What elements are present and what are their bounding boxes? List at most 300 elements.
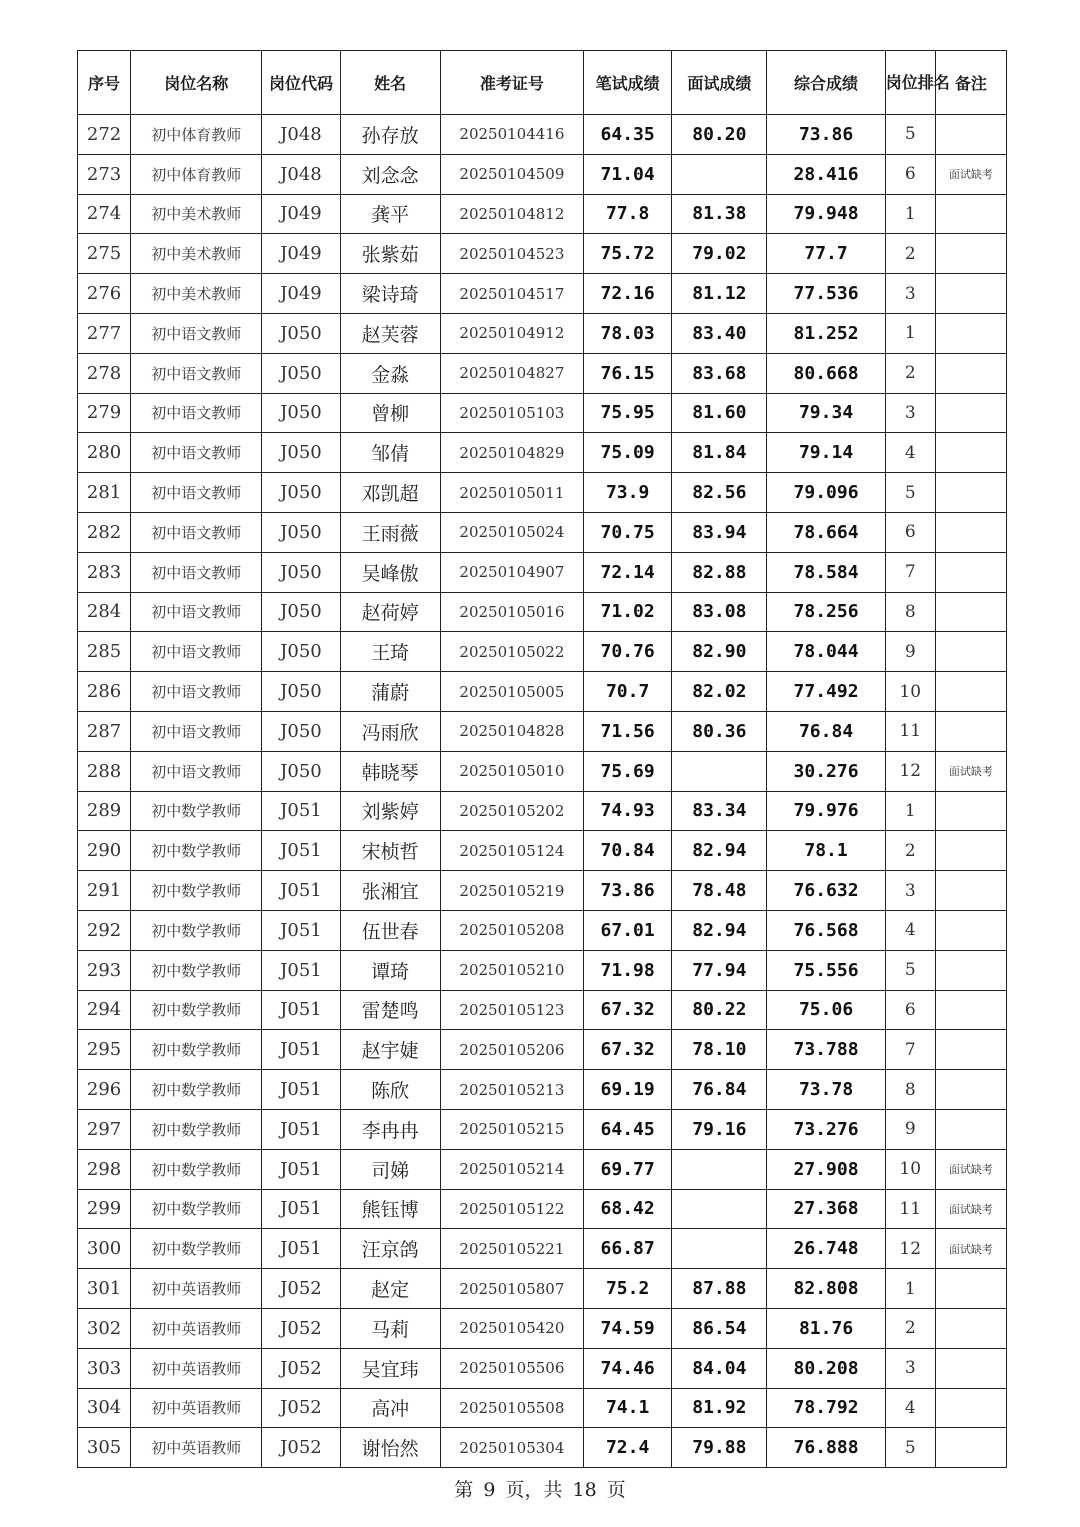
cell-name: 张紫茹 <box>340 234 440 274</box>
cell-note <box>935 950 1006 990</box>
cell-total: 80.668 <box>767 353 885 393</box>
table-row <box>78 990 1007 1030</box>
cell-position: 初中数学教师 <box>131 791 262 831</box>
cell-interview: 79.02 <box>672 234 767 274</box>
cell-written: 78.03 <box>584 313 672 353</box>
cell-written: 75.95 <box>584 393 672 433</box>
cell-total: 27.908 <box>767 1149 885 1189</box>
cell-note <box>935 871 1006 911</box>
cell-no: 279 <box>78 393 131 433</box>
cell-rank: 1 <box>885 1269 935 1309</box>
cell-total: 79.14 <box>767 433 885 473</box>
cell-exam-id: 20250104827 <box>440 353 583 393</box>
cell-total: 73.86 <box>767 115 885 155</box>
cell-exam-id: 20250105508 <box>440 1388 583 1428</box>
cell-interview <box>672 1229 767 1269</box>
cell-exam-id: 20250105016 <box>440 592 583 632</box>
cell-interview: 82.94 <box>672 910 767 950</box>
cell-position: 初中语文教师 <box>131 473 262 513</box>
cell-written: 76.15 <box>584 353 672 393</box>
cell-exam-id: 20250104828 <box>440 711 583 751</box>
table-row <box>78 1428 1007 1468</box>
cell-no: 273 <box>78 154 131 194</box>
cell-note <box>935 1030 1006 1070</box>
cell-rank: 3 <box>885 393 935 433</box>
cell-no: 303 <box>78 1348 131 1388</box>
cell-no: 299 <box>78 1189 131 1229</box>
cell-no: 288 <box>78 751 131 791</box>
cell-position: 初中英语教师 <box>131 1269 262 1309</box>
table-row <box>78 1189 1007 1229</box>
cell-note <box>935 234 1006 274</box>
cell-no: 283 <box>78 552 131 592</box>
cell-no: 287 <box>78 711 131 751</box>
cell-position: 初中数学教师 <box>131 990 262 1030</box>
cell-total: 73.788 <box>767 1030 885 1070</box>
cell-position: 初中数学教师 <box>131 910 262 950</box>
header-total: 综合成绩 <box>767 51 885 115</box>
cell-interview: 81.84 <box>672 433 767 473</box>
table-row <box>78 1308 1007 1348</box>
cell-rank: 5 <box>885 115 935 155</box>
cell-written: 67.32 <box>584 990 672 1030</box>
cell-exam-id: 20250105219 <box>440 871 583 911</box>
cell-note <box>935 831 1006 871</box>
header-exam-id: 准考证号 <box>440 51 583 115</box>
cell-written: 70.75 <box>584 512 672 552</box>
cell-total: 78.1 <box>767 831 885 871</box>
cell-written: 69.77 <box>584 1149 672 1189</box>
cell-code: J048 <box>262 154 340 194</box>
cell-exam-id: 20250105208 <box>440 910 583 950</box>
cell-interview: 80.20 <box>672 115 767 155</box>
cell-total: 80.208 <box>767 1348 885 1388</box>
cell-interview <box>672 154 767 194</box>
cell-code: J049 <box>262 234 340 274</box>
cell-note: 面试缺考 <box>935 1229 1006 1269</box>
cell-interview: 82.90 <box>672 632 767 672</box>
cell-code: J052 <box>262 1428 340 1468</box>
cell-interview: 77.94 <box>672 950 767 990</box>
cell-name: 蒲蔚 <box>340 672 440 712</box>
cell-written: 64.45 <box>584 1109 672 1149</box>
cell-name: 韩晓琴 <box>340 751 440 791</box>
cell-written: 74.93 <box>584 791 672 831</box>
cell-interview: 79.88 <box>672 1428 767 1468</box>
cell-name: 陈欣 <box>340 1070 440 1110</box>
cell-no: 272 <box>78 115 131 155</box>
cell-code: J050 <box>262 552 340 592</box>
cell-code: J052 <box>262 1388 340 1428</box>
table-row <box>78 194 1007 234</box>
cell-no: 286 <box>78 672 131 712</box>
cell-no: 290 <box>78 831 131 871</box>
cell-note <box>935 711 1006 751</box>
cell-no: 276 <box>78 274 131 314</box>
cell-total: 78.256 <box>767 592 885 632</box>
cell-exam-id: 20250104907 <box>440 552 583 592</box>
cell-name: 刘念念 <box>340 154 440 194</box>
cell-position: 初中语文教师 <box>131 632 262 672</box>
cell-rank: 3 <box>885 274 935 314</box>
table-row <box>78 1149 1007 1189</box>
cell-exam-id: 20250104523 <box>440 234 583 274</box>
cell-name: 雷楚鸣 <box>340 990 440 1030</box>
cell-note: 面试缺考 <box>935 1149 1006 1189</box>
cell-written: 66.87 <box>584 1229 672 1269</box>
cell-exam-id: 20250104912 <box>440 313 583 353</box>
header-no: 序号 <box>78 51 131 115</box>
cell-no: 298 <box>78 1149 131 1189</box>
cell-name: 梁诗琦 <box>340 274 440 314</box>
cell-note <box>935 1070 1006 1110</box>
cell-total: 82.808 <box>767 1269 885 1309</box>
cell-no: 275 <box>78 234 131 274</box>
cell-name: 张湘宜 <box>340 871 440 911</box>
cell-written: 73.86 <box>584 871 672 911</box>
table-row <box>78 353 1007 393</box>
cell-exam-id: 20250105506 <box>440 1348 583 1388</box>
cell-total: 76.568 <box>767 910 885 950</box>
cell-total: 78.664 <box>767 512 885 552</box>
page-footer: 第 9 页，共 18 页 <box>454 1479 626 1501</box>
cell-note <box>935 512 1006 552</box>
score-table <box>77 50 1007 1468</box>
cell-note <box>935 592 1006 632</box>
cell-rank: 2 <box>885 831 935 871</box>
cell-name: 吴宜玮 <box>340 1348 440 1388</box>
cell-exam-id: 20250105124 <box>440 831 583 871</box>
table-row <box>78 1030 1007 1070</box>
cell-note <box>935 1348 1006 1388</box>
cell-total: 81.76 <box>767 1308 885 1348</box>
cell-total: 77.7 <box>767 234 885 274</box>
cell-exam-id: 20250105011 <box>440 473 583 513</box>
cell-rank: 4 <box>885 1388 935 1428</box>
cell-rank: 10 <box>885 1149 935 1189</box>
cell-note <box>935 433 1006 473</box>
cell-written: 71.04 <box>584 154 672 194</box>
cell-interview: 81.38 <box>672 194 767 234</box>
table-row <box>78 751 1007 791</box>
cell-name: 李冉冉 <box>340 1109 440 1149</box>
cell-note <box>935 990 1006 1030</box>
cell-code: J050 <box>262 592 340 632</box>
cell-total: 77.536 <box>767 274 885 314</box>
cell-total: 79.096 <box>767 473 885 513</box>
cell-rank: 8 <box>885 1070 935 1110</box>
cell-note <box>935 274 1006 314</box>
cell-position: 初中数学教师 <box>131 1030 262 1070</box>
cell-name: 汪京鸽 <box>340 1229 440 1269</box>
cell-total: 75.556 <box>767 950 885 990</box>
cell-exam-id: 20250105010 <box>440 751 583 791</box>
cell-exam-id: 20250105024 <box>440 512 583 552</box>
cell-rank: 8 <box>885 592 935 632</box>
table-row <box>78 592 1007 632</box>
cell-rank: 3 <box>885 871 935 911</box>
cell-position: 初中数学教师 <box>131 1189 262 1229</box>
cell-interview: 81.60 <box>672 393 767 433</box>
cell-position: 初中美术教师 <box>131 274 262 314</box>
cell-name: 邹倩 <box>340 433 440 473</box>
table-row <box>78 512 1007 552</box>
cell-interview: 83.08 <box>672 592 767 632</box>
cell-exam-id: 20250105221 <box>440 1229 583 1269</box>
cell-total: 79.34 <box>767 393 885 433</box>
cell-interview: 76.84 <box>672 1070 767 1110</box>
table-row <box>78 1070 1007 1110</box>
cell-total: 26.748 <box>767 1229 885 1269</box>
cell-no: 285 <box>78 632 131 672</box>
header-code: 岗位代码 <box>262 51 340 115</box>
cell-name: 曾柳 <box>340 393 440 433</box>
cell-interview <box>672 1189 767 1229</box>
cell-no: 274 <box>78 194 131 234</box>
cell-rank: 12 <box>885 751 935 791</box>
cell-note <box>935 672 1006 712</box>
cell-rank: 2 <box>885 353 935 393</box>
cell-name: 赵芙蓉 <box>340 313 440 353</box>
cell-code: J051 <box>262 791 340 831</box>
cell-rank: 9 <box>885 1109 935 1149</box>
cell-written: 72.4 <box>584 1428 672 1468</box>
cell-no: 294 <box>78 990 131 1030</box>
cell-rank: 9 <box>885 632 935 672</box>
cell-written: 73.9 <box>584 473 672 513</box>
cell-no: 304 <box>78 1388 131 1428</box>
cell-total: 76.888 <box>767 1428 885 1468</box>
cell-written: 71.98 <box>584 950 672 990</box>
cell-rank: 11 <box>885 1189 935 1229</box>
cell-name: 谭琦 <box>340 950 440 990</box>
cell-note <box>935 1109 1006 1149</box>
cell-name: 王琦 <box>340 632 440 672</box>
cell-code: J050 <box>262 512 340 552</box>
cell-position: 初中语文教师 <box>131 672 262 712</box>
table-row <box>78 871 1007 911</box>
cell-written: 75.69 <box>584 751 672 791</box>
table-row <box>78 1109 1007 1149</box>
cell-rank: 7 <box>885 1030 935 1070</box>
cell-written: 67.01 <box>584 910 672 950</box>
cell-position: 初中数学教师 <box>131 871 262 911</box>
cell-interview: 82.94 <box>672 831 767 871</box>
table-row <box>78 274 1007 314</box>
cell-exam-id: 20250105022 <box>440 632 583 672</box>
cell-name: 马莉 <box>340 1308 440 1348</box>
cell-interview <box>672 751 767 791</box>
cell-written: 75.2 <box>584 1269 672 1309</box>
cell-code: J051 <box>262 1189 340 1229</box>
cell-exam-id: 20250105213 <box>440 1070 583 1110</box>
cell-written: 70.76 <box>584 632 672 672</box>
cell-no: 278 <box>78 353 131 393</box>
cell-written: 77.8 <box>584 194 672 234</box>
cell-code: J052 <box>262 1269 340 1309</box>
cell-interview: 81.92 <box>672 1388 767 1428</box>
cell-total: 78.584 <box>767 552 885 592</box>
cell-note <box>935 194 1006 234</box>
table-row <box>78 1388 1007 1428</box>
cell-position: 初中语文教师 <box>131 393 262 433</box>
header-position: 岗位名称 <box>131 51 262 115</box>
cell-total: 27.368 <box>767 1189 885 1229</box>
cell-position: 初中数学教师 <box>131 1149 262 1189</box>
cell-position: 初中数学教师 <box>131 950 262 990</box>
cell-no: 282 <box>78 512 131 552</box>
cell-name: 司娣 <box>340 1149 440 1189</box>
cell-code: J051 <box>262 1149 340 1189</box>
table-row <box>78 313 1007 353</box>
cell-name: 赵宇婕 <box>340 1030 440 1070</box>
cell-note <box>935 353 1006 393</box>
cell-exam-id: 20250104812 <box>440 194 583 234</box>
cell-name: 吴峰傲 <box>340 552 440 592</box>
cell-note <box>935 910 1006 950</box>
cell-total: 76.632 <box>767 871 885 911</box>
cell-interview: 78.48 <box>672 871 767 911</box>
cell-written: 71.02 <box>584 592 672 632</box>
cell-note <box>935 1388 1006 1428</box>
cell-note <box>935 393 1006 433</box>
cell-rank: 3 <box>885 1348 935 1388</box>
cell-position: 初中语文教师 <box>131 433 262 473</box>
cell-written: 75.72 <box>584 234 672 274</box>
cell-no: 284 <box>78 592 131 632</box>
cell-code: J050 <box>262 353 340 393</box>
cell-rank: 10 <box>885 672 935 712</box>
cell-position: 初中数学教师 <box>131 831 262 871</box>
cell-rank: 4 <box>885 910 935 950</box>
cell-name: 谢怡然 <box>340 1428 440 1468</box>
cell-written: 74.59 <box>584 1308 672 1348</box>
cell-no: 305 <box>78 1428 131 1468</box>
cell-written: 68.42 <box>584 1189 672 1229</box>
cell-code: J051 <box>262 831 340 871</box>
cell-code: J050 <box>262 672 340 712</box>
cell-rank: 2 <box>885 234 935 274</box>
cell-code: J051 <box>262 990 340 1030</box>
cell-exam-id: 20250105210 <box>440 950 583 990</box>
cell-no: 296 <box>78 1070 131 1110</box>
cell-code: J051 <box>262 1109 340 1149</box>
cell-interview: 86.54 <box>672 1308 767 1348</box>
table-row <box>78 433 1007 473</box>
cell-written: 75.09 <box>584 433 672 473</box>
cell-interview <box>672 1149 767 1189</box>
header-note: 备注 <box>935 51 1006 115</box>
cell-rank: 12 <box>885 1229 935 1269</box>
cell-total: 78.792 <box>767 1388 885 1428</box>
cell-rank: 1 <box>885 313 935 353</box>
cell-total: 75.06 <box>767 990 885 1030</box>
cell-exam-id: 20250105005 <box>440 672 583 712</box>
cell-interview: 82.02 <box>672 672 767 712</box>
cell-note <box>935 1308 1006 1348</box>
cell-name: 邓凯超 <box>340 473 440 513</box>
cell-name: 伍世春 <box>340 910 440 950</box>
cell-position: 初中语文教师 <box>131 353 262 393</box>
cell-interview: 83.68 <box>672 353 767 393</box>
cell-position: 初中美术教师 <box>131 234 262 274</box>
cell-written: 64.35 <box>584 115 672 155</box>
table-row <box>78 1269 1007 1309</box>
cell-total: 73.276 <box>767 1109 885 1149</box>
cell-name: 冯雨欣 <box>340 711 440 751</box>
header-written: 笔试成绩 <box>584 51 672 115</box>
cell-interview: 80.36 <box>672 711 767 751</box>
cell-position: 初中数学教师 <box>131 1109 262 1149</box>
cell-rank: 6 <box>885 512 935 552</box>
cell-position: 初中语文教师 <box>131 512 262 552</box>
cell-name: 熊钰博 <box>340 1189 440 1229</box>
cell-code: J051 <box>262 910 340 950</box>
cell-no: 302 <box>78 1308 131 1348</box>
cell-no: 300 <box>78 1229 131 1269</box>
cell-exam-id: 20250104416 <box>440 115 583 155</box>
cell-name: 高冲 <box>340 1388 440 1428</box>
cell-written: 74.1 <box>584 1388 672 1428</box>
cell-name: 龚平 <box>340 194 440 234</box>
cell-interview: 83.94 <box>672 512 767 552</box>
table-row <box>78 393 1007 433</box>
cell-code: J051 <box>262 1229 340 1269</box>
cell-name: 赵荷婷 <box>340 592 440 632</box>
table-row <box>78 831 1007 871</box>
table-row <box>78 910 1007 950</box>
cell-interview: 84.04 <box>672 1348 767 1388</box>
cell-exam-id: 20250104517 <box>440 274 583 314</box>
cell-note: 面试缺考 <box>935 751 1006 791</box>
cell-position: 初中语文教师 <box>131 592 262 632</box>
cell-total: 79.976 <box>767 791 885 831</box>
cell-total: 79.948 <box>767 194 885 234</box>
cell-interview: 83.34 <box>672 791 767 831</box>
cell-exam-id: 20250105304 <box>440 1428 583 1468</box>
cell-rank: 5 <box>885 473 935 513</box>
cell-written: 69.19 <box>584 1070 672 1110</box>
header-row <box>78 51 1007 115</box>
cell-total: 76.84 <box>767 711 885 751</box>
cell-code: J051 <box>262 1070 340 1110</box>
cell-name: 金淼 <box>340 353 440 393</box>
table-row <box>78 234 1007 274</box>
cell-position: 初中数学教师 <box>131 1070 262 1110</box>
cell-total: 28.416 <box>767 154 885 194</box>
cell-name: 王雨薇 <box>340 512 440 552</box>
cell-exam-id: 20250105807 <box>440 1269 583 1309</box>
cell-total: 77.492 <box>767 672 885 712</box>
cell-no: 289 <box>78 791 131 831</box>
cell-position: 初中语文教师 <box>131 552 262 592</box>
cell-written: 71.56 <box>584 711 672 751</box>
table-row <box>78 154 1007 194</box>
cell-code: J050 <box>262 751 340 791</box>
cell-exam-id: 20250105215 <box>440 1109 583 1149</box>
cell-interview: 82.56 <box>672 473 767 513</box>
cell-code: J050 <box>262 393 340 433</box>
cell-code: J049 <box>262 194 340 234</box>
cell-position: 初中美术教师 <box>131 194 262 234</box>
cell-position: 初中体育教师 <box>131 115 262 155</box>
cell-written: 72.16 <box>584 274 672 314</box>
cell-name: 宋桢哲 <box>340 831 440 871</box>
cell-position: 初中语文教师 <box>131 313 262 353</box>
cell-rank: 7 <box>885 552 935 592</box>
cell-interview: 78.10 <box>672 1030 767 1070</box>
cell-rank: 11 <box>885 711 935 751</box>
